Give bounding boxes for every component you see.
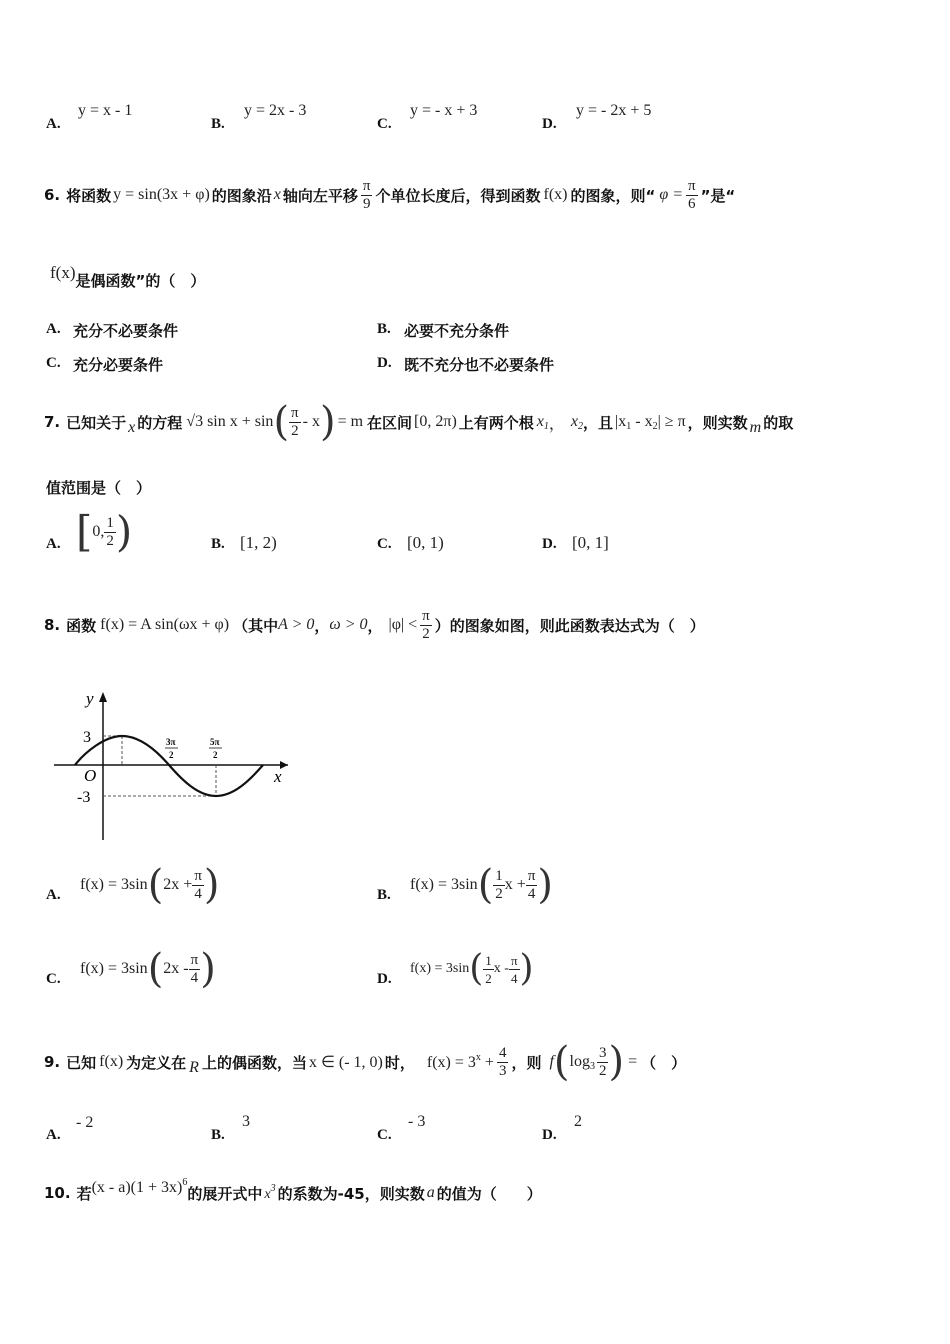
left-paren: ( [469, 948, 484, 989]
q8-condition-a: A > 0 [278, 616, 315, 633]
q7-interval: [0, 2π) [414, 413, 457, 430]
q9-option-d-value: 2 [574, 1113, 582, 1130]
y-max-label: 3 [83, 729, 91, 746]
frac-num: 1 [106, 514, 114, 531]
abs-part: | ≥ π [657, 412, 686, 430]
q7-text: ，则实数 [687, 413, 748, 432]
q9-text: 时， [384, 1053, 415, 1072]
q7-stem-line2: 值范围是（ ） [46, 479, 152, 497]
frac-num: π [362, 177, 371, 194]
q5-option-b-expr: y = 2x - 3 [244, 102, 307, 119]
q7-right-paren: ) [319, 399, 336, 445]
q6-option-b-text: 必要不充分条件 [404, 322, 510, 340]
q7-equation-fraction [289, 405, 301, 440]
q8-option-b-label: B. [377, 887, 391, 903]
left-paren: ( [553, 1039, 570, 1085]
tick1-den: 2 [169, 750, 174, 760]
frac-num: π [527, 867, 536, 884]
q7-text: 已知关于 [66, 413, 127, 432]
q6-text: 的图象沿 [211, 186, 272, 205]
q8-option-a-expr [80, 860, 220, 910]
q7-root-x1 [537, 413, 549, 432]
q7-number: 7. [44, 413, 61, 431]
q9-stem [44, 1030, 686, 1094]
q8-condition-phi: |φ| < [388, 616, 418, 633]
q6-number: 6. [44, 186, 61, 204]
q9-fx: f(x) [99, 1053, 124, 1070]
expr-base: f(x) = 3 [426, 1054, 476, 1071]
q8-text: 函数 [66, 616, 97, 635]
q8-text: （其中 [233, 616, 279, 635]
q7-var-x: x [128, 419, 136, 436]
q7-left-paren: ( [273, 399, 290, 445]
q7-text: ，且 [583, 413, 614, 432]
q8-function-expr: f(x) = A sin(ωx + φ) [100, 616, 230, 633]
q9-text: 已知 [66, 1053, 97, 1072]
q7-text: 的取 [763, 413, 794, 432]
q6-shift-fraction [361, 178, 373, 213]
q9-text: （ ） [641, 1053, 687, 1072]
q9-number: 9. [44, 1053, 61, 1071]
q10-stem [44, 1174, 542, 1212]
tick2-den: 2 [213, 750, 218, 760]
expr-fraction [509, 952, 520, 987]
term-var: x [264, 1187, 271, 1202]
q7-option-d-expr: [0, 1] [572, 533, 609, 552]
q9-text: ，则 [511, 1053, 542, 1072]
q7-option-b-expr: [1, 2) [240, 533, 277, 552]
q7-option-c-expr: [0, 1) [407, 533, 444, 552]
q9-text: 为定义在 [126, 1053, 187, 1072]
q6-text: 是偶函数”的（ ） [75, 272, 206, 290]
q7-option-d-label: D. [542, 536, 557, 552]
abs-part: |x [615, 412, 627, 430]
frac-den: 4 [194, 885, 202, 902]
expr-exponent: x [475, 1052, 481, 1063]
q8-option-d-expr [410, 946, 534, 992]
frac-num: π [190, 951, 199, 968]
q8-option-b-expr [410, 860, 553, 910]
q5-option-d-expr: y = - 2x + 5 [576, 102, 652, 119]
q6-condition-fraction [686, 178, 698, 213]
expr-fraction [526, 868, 538, 903]
q8-condition-omega: ω > 0 [329, 616, 368, 633]
y-min-label: -3 [77, 789, 91, 806]
expr-exponent: 6 [182, 1177, 188, 1188]
q7-equation-part: √3 sin x + sin [186, 413, 274, 430]
q8-number: 8. [44, 616, 61, 634]
frac-den: 4 [527, 885, 536, 902]
tick1-num: 3π [166, 737, 176, 747]
q8-separator: ， [314, 616, 330, 635]
q9-ask-f: f [549, 1053, 554, 1070]
q5-option-c-label: C. [377, 116, 392, 132]
abs-part: - x [631, 412, 653, 430]
expr-inner: 2x - [163, 960, 189, 977]
right-paren: ) [519, 948, 534, 989]
q7-text: 的方程 [137, 413, 183, 432]
right-paren: ) [608, 1039, 625, 1085]
expr-lhs: f(x) = 3sin [410, 876, 478, 893]
q8-sine-graph [50, 684, 300, 844]
expr-inner: x + [504, 876, 526, 893]
frac-num: π [510, 952, 518, 968]
left-paren: ( [477, 862, 494, 908]
frac-den: 2 [422, 625, 430, 642]
q7-abs-condition [615, 413, 686, 432]
q6-stem [44, 162, 735, 228]
frac-num: 1 [495, 867, 503, 884]
q6-condition-lhs: φ = [659, 186, 683, 203]
frac-den: 3 [498, 1062, 507, 1079]
var: x [570, 412, 579, 430]
frac-den: 6 [688, 195, 696, 212]
q7-option-b-label: B. [211, 536, 225, 552]
expr-inner: 2x + [163, 876, 193, 893]
var: x [536, 412, 544, 430]
frac-den: 2 [106, 532, 114, 549]
q9-option-b-label: B. [211, 1127, 225, 1143]
right-paren: ) [203, 862, 220, 908]
term-exponent: 3 [270, 1183, 276, 1194]
frac-num: π [291, 404, 299, 421]
q6-text: 个单位长度后，得到函数 [375, 186, 541, 205]
q6-option-c-text: 充分必要条件 [73, 356, 164, 374]
q7-text: 在区间 [367, 413, 413, 432]
q6-fx: f(x) [543, 186, 568, 203]
q6-stem-line2 [50, 262, 206, 290]
y-axis-arrow-icon [99, 692, 107, 702]
left-paren: ( [147, 862, 164, 908]
left-paren: ( [147, 946, 164, 992]
q7-option-c-label: C. [377, 536, 392, 552]
sub-1: 1 [626, 420, 632, 432]
expr-base: (x - a)(1 + 3x) [91, 1179, 183, 1196]
q8-option-d-label: D. [377, 971, 392, 987]
q6-var-x: x [273, 186, 281, 203]
expr-lhs: f(x) = 3sin [80, 960, 148, 977]
q8-stem [44, 598, 705, 652]
q6-text: ”是“ [700, 186, 736, 205]
expr-inner: x - [493, 961, 509, 976]
expr-lhs: f(x) = 3sin [410, 961, 470, 976]
q9-equals: = [628, 1053, 638, 1070]
expr-fraction [189, 952, 201, 987]
interval-fraction [104, 515, 116, 550]
q6-text: 将函数 [66, 186, 112, 205]
q6-text: 的图象，则“ [570, 186, 656, 205]
q9-option-c-label: C. [377, 1127, 392, 1143]
q9-ask-log [570, 1053, 595, 1072]
q7-equation-part: - x [302, 413, 320, 430]
q6-option-a-text: 充分不必要条件 [73, 322, 179, 340]
q10-text: 的系数为-45，则实数 [277, 1184, 425, 1203]
expr-lhs: f(x) = 3sin [80, 876, 148, 893]
sub-1: 1 [543, 420, 549, 432]
right-paren: ) [200, 946, 216, 992]
frac-den: 4 [190, 969, 199, 986]
q9-expr-fraction [497, 1045, 509, 1080]
log-base: 3 [589, 1060, 595, 1072]
frac-num: 1 [485, 952, 492, 968]
q9-option-b-value: 3 [242, 1113, 250, 1130]
q10-number: 10. [44, 1184, 71, 1202]
q7-stem [44, 392, 793, 452]
q8-text: ）的图象如图，则此函数表达式为（ ） [434, 616, 705, 635]
coef-fraction [493, 868, 505, 903]
coef-fraction [483, 952, 494, 987]
frac-num: 3 [598, 1044, 607, 1061]
q9-option-a-label: A. [46, 1127, 61, 1143]
interval-left: 0, [92, 523, 105, 540]
sub-2: 2 [652, 420, 658, 432]
frac-den: 9 [362, 195, 371, 212]
q8-option-a-label: A. [46, 887, 61, 903]
frac-den: 2 [495, 885, 503, 902]
q8-option-c-label: C. [46, 971, 61, 987]
log: log [569, 1052, 590, 1070]
q10-var-a: a [426, 1184, 435, 1201]
q10-text: 的展开式中 [187, 1184, 263, 1203]
q10-text: 若 [76, 1184, 92, 1203]
q6-option-d-text: 既不充分也不必要条件 [404, 356, 555, 374]
frac-num: π [422, 607, 430, 624]
x-axis-label: x [274, 767, 282, 786]
q7-equation-part: = m [337, 413, 364, 430]
q9-expr [427, 1052, 494, 1072]
q6-function-expr: y = sin(3x + φ) [113, 186, 210, 203]
q5-option-a-expr: y = x - 1 [78, 102, 133, 119]
q5-option-b-label: B. [211, 116, 225, 132]
q5-option-d-label: D. [542, 116, 557, 132]
origin-label: O [84, 766, 97, 785]
q8-separator: ， [367, 616, 383, 635]
q5-option-a-label: A. [46, 116, 61, 132]
q9-ask-fraction [597, 1045, 609, 1080]
q9-set-r: R [189, 1059, 199, 1076]
q7-option-a-expr [76, 508, 132, 556]
q6-option-a-label: A. [46, 321, 61, 337]
q7-option-a-label: A. [46, 536, 61, 552]
q10-term [264, 1183, 275, 1203]
expr-fraction [192, 868, 204, 903]
q5-option-c-expr: y = - x + 3 [410, 102, 478, 119]
q6-option-d-label: D. [377, 355, 392, 371]
q7-text: 上有两个根 [458, 413, 534, 432]
q9-option-a-value: - 2 [76, 1114, 94, 1131]
q7-separator: ， [548, 415, 565, 433]
frac-den: 4 [510, 970, 518, 986]
frac-den: 2 [485, 970, 492, 986]
frac-den: 2 [598, 1062, 607, 1079]
q9-option-c-value: - 3 [408, 1113, 426, 1130]
right-paren: ) [115, 507, 133, 556]
q8-option-c-expr [80, 944, 216, 994]
frac-num: π [688, 177, 696, 194]
q6-fx-line2: f(x) [50, 263, 76, 282]
frac-num: π [194, 867, 202, 884]
q9-domain: x ∈ (- 1, 0) [308, 1054, 383, 1071]
tick2-num: 5π [210, 737, 220, 747]
expr-plus: + [484, 1054, 494, 1071]
frac-den: 2 [291, 422, 299, 439]
q6-option-b-label: B. [377, 321, 391, 337]
q7-var-m: m [749, 419, 762, 436]
q8-condition-fraction [420, 608, 432, 643]
sub-2: 2 [578, 420, 584, 432]
q6-text: 轴向左平移 [282, 186, 358, 205]
frac-num: 4 [498, 1044, 507, 1061]
q9-option-d-label: D. [542, 1127, 557, 1143]
q7-root-x2 [571, 413, 583, 432]
left-bracket: [ [76, 507, 93, 556]
q10-text: 的值为（ ） [436, 1184, 542, 1203]
q10-expr [92, 1177, 188, 1197]
q6-option-c-label: C. [46, 355, 61, 371]
right-paren: ) [537, 862, 554, 908]
q9-text: 上的偶函数，当 [201, 1053, 307, 1072]
y-axis-label: y [86, 689, 94, 708]
